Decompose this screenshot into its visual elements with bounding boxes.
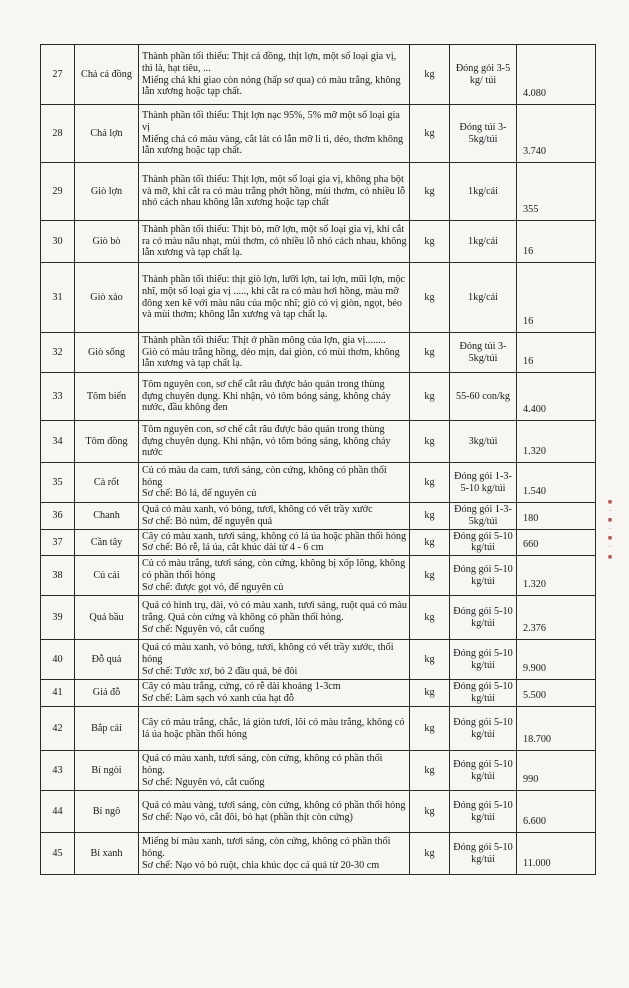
product-description (139, 421, 410, 463)
packaging-cell: Đóng gói 3-5 kg/ túi (450, 45, 517, 105)
description-line: Sơ chế: được gọt vỏ, để nguyên củ (142, 581, 284, 593)
unit-cell: kg (410, 556, 450, 596)
packaging-cell: Đóng gói 5-10 kg/túi (450, 640, 517, 680)
row-number: 34 (41, 421, 75, 463)
row-number: 35 (41, 463, 75, 503)
table-row (41, 221, 596, 263)
product-name: Đỗ quả (75, 640, 139, 680)
unit-cell: kg (410, 503, 450, 530)
packaging-cell: Đóng gói 5-10 kg/túi (450, 556, 517, 596)
description-line: Sơ chế: Tước xơ, bỏ 2 đầu quả, bẻ đôi (142, 665, 298, 677)
unit-cell: kg (410, 791, 450, 833)
row-number: 31 (41, 263, 75, 333)
table-row (41, 707, 596, 751)
product-description (139, 640, 410, 680)
quantity-cell: 9.900 (517, 640, 596, 680)
unit-cell: kg (410, 529, 450, 556)
description-line: Sơ chế: Nguyên vỏ, cắt cuống (142, 623, 265, 635)
quantity-cell: 660 (517, 529, 596, 556)
unit-cell: kg (410, 263, 450, 333)
row-number: 36 (41, 503, 75, 530)
row-number: 32 (41, 333, 75, 373)
description-line: Miếng chả có màu vàng, cắt lát có lẫn mỡ li ti, dẻo, thơm không lẫn xương hoặc tạp chất. (142, 133, 404, 157)
packaging-cell: Đóng gói 5-10 kg/túi (450, 529, 517, 556)
description-line: Cây có màu trắng, cứng, có rễ dài khoảng 1-3cm (142, 681, 341, 693)
product-name: Bí ngòi (75, 751, 139, 791)
product-description (139, 333, 410, 373)
description-line: Thành phần tối thiểu: Thịt lợn nạc 95%, 5% mỡ một số loại gia vị (142, 109, 400, 133)
quantity-cell: 11.000 (517, 833, 596, 875)
row-number: 45 (41, 833, 75, 875)
product-description (139, 105, 410, 163)
packaging-cell: 1kg/cái (450, 221, 517, 263)
row-number: 28 (41, 105, 75, 163)
quantity-cell: 16 (517, 263, 596, 333)
product-name: Bí xanh (75, 833, 139, 875)
product-description (139, 556, 410, 596)
quantity-cell: 5.500 (517, 680, 596, 707)
table-row (41, 333, 596, 373)
table-row (41, 680, 596, 707)
quantity-cell: 6.600 (517, 791, 596, 833)
row-number: 30 (41, 221, 75, 263)
description-line: Sơ chế: Nạo vỏ, cắt đôi, bỏ hạt (phần thịt còn cứng) (142, 811, 353, 823)
description-line: Sơ chế: Bỏ lá, để nguyên củ (142, 488, 257, 500)
description-line: Sơ chế: Bỏ núm, để nguyên quả (142, 515, 273, 527)
row-number: 43 (41, 751, 75, 791)
product-description (139, 263, 410, 333)
description-line: Thành phần tối thiểu: Thịt bò, mỡ lợn, một số loại gia vị, khi cắt ra có màu nâu nhạt, mùi thơm, có nhiều lỗ nhỏ cách nhau, không lẫn xương và tạp chất lạ. (142, 223, 407, 259)
table-row (41, 596, 596, 640)
product-name: Giá đỗ (75, 680, 139, 707)
description-line: Quả có màu xanh, tươi sáng, còn cứng, không có phần thối hỏng. (142, 753, 383, 776)
description-line: Quả có màu xanh, vỏ bóng, tươi, không có vết trầy xước (142, 504, 373, 515)
unit-cell: kg (410, 707, 450, 751)
product-description (139, 529, 410, 556)
row-number: 41 (41, 680, 75, 707)
product-name: Chả lợn (75, 105, 139, 163)
product-spec-table (40, 44, 596, 875)
product-name: Bí ngô (75, 791, 139, 833)
product-description (139, 373, 410, 421)
packaging-cell: Đóng gói 5-10 kg/túi (450, 791, 517, 833)
table-row (41, 373, 596, 421)
table-row (41, 163, 596, 221)
product-name: Củ cải (75, 556, 139, 596)
quantity-cell: 1.320 (517, 421, 596, 463)
packaging-cell: Đóng gói 5-10 kg/túi (450, 680, 517, 707)
product-name: Cần tây (75, 529, 139, 556)
unit-cell: kg (410, 421, 450, 463)
table-body (41, 45, 596, 875)
description-line: Sơ chế: Nguyên vỏ, cắt cuống (142, 776, 265, 788)
row-number: 33 (41, 373, 75, 421)
description-line: Sơ chế: Nạo vỏ bỏ ruột, chia khúc dọc cả quả từ 20-30 cm (142, 859, 380, 871)
description-line: Tôm nguyên con, sơ chế cắt râu được bảo quản trong thùng đựng chuyên dụng. Khi nhận, vỏ tôm bóng sáng, không chảy nước, đầu không đen (142, 378, 391, 414)
product-description (139, 596, 410, 640)
description-line: Quả có màu xanh, vỏ bóng, tươi, không có vết trầy xước, thối hỏng (142, 642, 394, 665)
product-description (139, 221, 410, 263)
product-name: Chanh (75, 503, 139, 530)
description-line: Thành phần tối thiểu: Thịt ở phần mông của lợn, gia vị........ (142, 334, 386, 346)
table-row (41, 556, 596, 596)
table-row (41, 463, 596, 503)
quantity-cell: 16 (517, 333, 596, 373)
quantity-cell: 2.376 (517, 596, 596, 640)
packaging-cell: Đóng gói 1-3-5-10 kg/túi (450, 463, 517, 503)
packaging-cell: Đóng gói 5-10 kg/túi (450, 707, 517, 751)
table-row (41, 791, 596, 833)
description-line: Thành phần tối thiểu: thịt giò lợn, lưỡi lợn, tai lợn, mũi lợn, mộc nhĩ, một số loại gia vị ....., khi cắt ra có màu hơi hồng, màu mỡ đông xen kẽ với màu nâu của mộc nhĩ; giò có vị giòn, ngọt, béo và mùi thơm; không lẫn xương và tạp chất lạ. (142, 273, 406, 321)
packaging-cell: Đóng túi 3-5kg/túi (450, 333, 517, 373)
description-line: Giò có màu trắng hồng, dẻo mịn, dai giòn, có mùi thơm, không lẫn xương và tạp chất lạ. (142, 346, 400, 370)
product-description (139, 833, 410, 875)
unit-cell: kg (410, 751, 450, 791)
product-name: Giò xào (75, 263, 139, 333)
product-name: Chả cá đồng (75, 45, 139, 105)
description-line: Thành phần tối thiểu: Thịt cá đồng, thịt lợn, một số loại gia vị, thì là, hạt tiêu, ... (142, 50, 397, 74)
packaging-cell: 3kg/túi (450, 421, 517, 463)
packaging-cell: 1kg/cái (450, 163, 517, 221)
unit-cell: kg (410, 45, 450, 105)
packaging-cell: 55-60 con/kg (450, 373, 517, 421)
table-row (41, 503, 596, 530)
product-description (139, 163, 410, 221)
unit-cell: kg (410, 105, 450, 163)
unit-cell: kg (410, 680, 450, 707)
product-name: Giò bò (75, 221, 139, 263)
product-description (139, 503, 410, 530)
unit-cell: kg (410, 333, 450, 373)
unit-cell: kg (410, 463, 450, 503)
quantity-cell: 1.540 (517, 463, 596, 503)
product-name: Tôm biển (75, 373, 139, 421)
description-line: Củ có màu da cam, tươi sáng, còn cứng, không có phần thối hỏng (142, 464, 387, 488)
description-line: Cây có màu trắng, chắc, lá giòn tươi, lõi có màu trắng, không có lá úa hoặc phần thối hỏng (142, 716, 405, 740)
product-description (139, 45, 410, 105)
unit-cell: kg (410, 596, 450, 640)
table-row (41, 421, 596, 463)
document-page (40, 44, 595, 875)
packaging-cell: Đóng túi 3-5kg/túi (450, 105, 517, 163)
product-description (139, 751, 410, 791)
unit-cell: kg (410, 163, 450, 221)
product-name: Cà rốt (75, 463, 139, 503)
unit-cell: kg (410, 221, 450, 263)
quantity-cell: 3.740 (517, 105, 596, 163)
row-number: 29 (41, 163, 75, 221)
description-line: Thành phần tối thiểu: Thịt lợn, một số loại gia vị, không pha bột và mỡ, khi cắt ra có màu trắng phớt hồng, mùi thơm, có nhiều lỗ nhỏ cách nhau không lẫn xương hoặc tạp chất (142, 173, 406, 209)
unit-cell: kg (410, 640, 450, 680)
row-number: 38 (41, 556, 75, 596)
table-row (41, 751, 596, 791)
description-line: Quả có hình trụ, dài, vỏ có màu xanh, tươi sáng, ruột quả có màu trắng. Quả còn cứng và không có phần thối hỏng. (142, 600, 407, 623)
description-line: Cây có màu xanh, tươi sáng, không có lá úa hoặc phần thối hỏng (142, 530, 407, 542)
product-name: Bắp cải (75, 707, 139, 751)
product-description (139, 791, 410, 833)
description-line: Miếng chả khi giao còn nóng (hấp sơ qua) có màu trắng, không lẫn xương hoặc tạp chất. (142, 74, 401, 98)
quantity-cell: 18.700 (517, 707, 596, 751)
description-line: Miếng bí màu xanh, tươi sáng, còn cứng, không có phần thối hỏng. (142, 836, 391, 859)
quantity-cell: 4.400 (517, 373, 596, 421)
product-name: Giò sống (75, 333, 139, 373)
product-name: Giò lợn (75, 163, 139, 221)
quantity-cell: 990 (517, 751, 596, 791)
product-description (139, 707, 410, 751)
packaging-cell: Đóng gói 5-10 kg/túi (450, 596, 517, 640)
quantity-cell: 16 (517, 221, 596, 263)
table-row (41, 263, 596, 333)
quantity-cell: 180 (517, 503, 596, 530)
table-row (41, 640, 596, 680)
row-number: 42 (41, 707, 75, 751)
description-line: Quả có màu vàng, tươi sáng, còn cứng, không có phần thối hỏng (142, 799, 406, 811)
table-row (41, 833, 596, 875)
description-line: Sơ chế: Làm sạch vỏ xanh của hạt đỗ (142, 693, 294, 705)
table-row (41, 45, 596, 105)
description-line: Củ có màu trắng, tươi sáng, còn cứng, không bị xốp lõng, không có phần thối hỏng (142, 558, 406, 581)
quantity-cell: 4.080 (517, 45, 596, 105)
row-number: 27 (41, 45, 75, 105)
description-line: Tôm nguyên con, sơ chế cắt râu được bảo quản trong thùng đựng chuyên dụng. Khi nhận, vỏ tôm bóng sáng, không chảy nước (142, 423, 391, 459)
product-description (139, 680, 410, 707)
unit-cell: kg (410, 833, 450, 875)
packaging-cell: 1kg/cái (450, 263, 517, 333)
packaging-cell: Đóng gói 5-10 kg/túi (450, 833, 517, 875)
row-number: 39 (41, 596, 75, 640)
product-name: Tôm đồng (75, 421, 139, 463)
product-name: Quả bầu (75, 596, 139, 640)
unit-cell: kg (410, 373, 450, 421)
product-description (139, 463, 410, 503)
quantity-cell: 355 (517, 163, 596, 221)
packaging-cell: Đóng gói 1-3-5kg/túi (450, 503, 517, 530)
row-number: 44 (41, 791, 75, 833)
margin-stamp: ■ · ■ · ■ · ■ (607, 498, 613, 561)
quantity-cell: 1.320 (517, 556, 596, 596)
table-row (41, 529, 596, 556)
row-number: 37 (41, 529, 75, 556)
row-number: 40 (41, 640, 75, 680)
description-line: Sơ chế: Bỏ rễ, lá úa, cắt khúc dài từ 4 - 6 cm (142, 542, 324, 554)
packaging-cell: Đóng gói 5-10 kg/túi (450, 751, 517, 791)
table-row (41, 105, 596, 163)
